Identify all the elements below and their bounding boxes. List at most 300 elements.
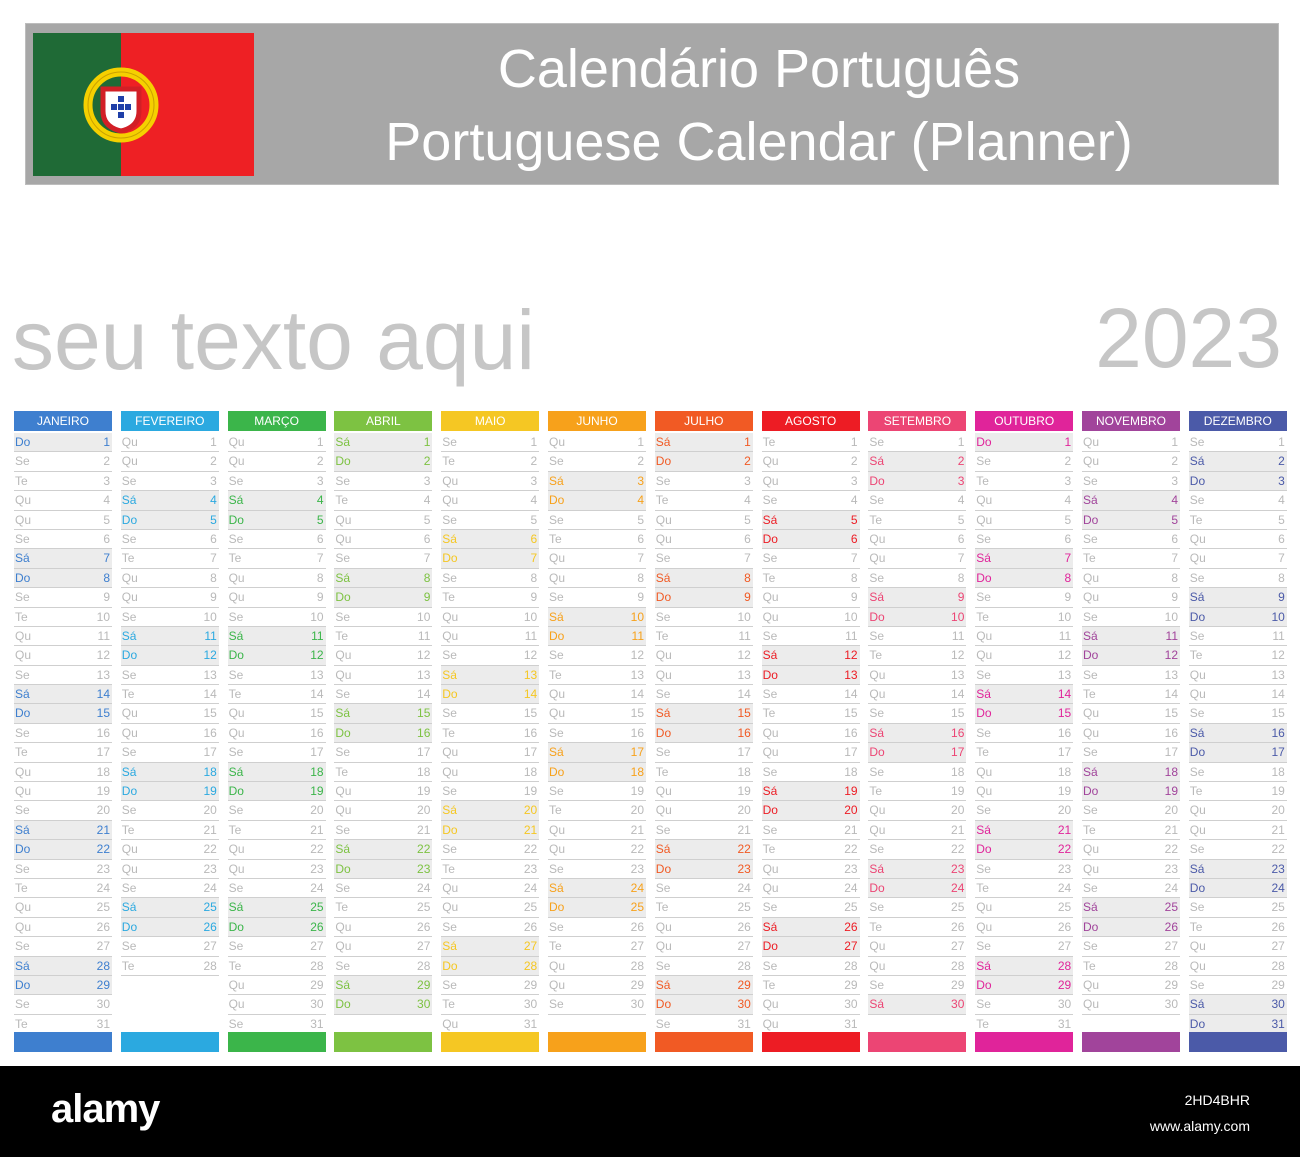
weekday-abbrev: Te bbox=[442, 725, 455, 740]
day-row bbox=[1189, 530, 1287, 549]
day-number: 13 bbox=[310, 667, 324, 682]
day-number: 7 bbox=[1278, 551, 1285, 566]
weekday-abbrev: Te bbox=[121, 958, 135, 973]
month-header: JULHO bbox=[655, 411, 753, 431]
weekday-abbrev: Qu bbox=[869, 531, 886, 546]
weekday-abbrev: Se bbox=[655, 958, 671, 973]
image-id: 2HD4BHR bbox=[1184, 1092, 1250, 1108]
day-number: 10 bbox=[96, 609, 110, 624]
weekday-abbrev: Do bbox=[976, 842, 992, 857]
day-row bbox=[334, 491, 432, 510]
day-number: 2 bbox=[423, 454, 431, 469]
weekday-abbrev: Do bbox=[121, 512, 138, 527]
day-number: 8 bbox=[530, 570, 538, 585]
weekday-abbrev: Te bbox=[762, 706, 776, 721]
day-row bbox=[655, 608, 753, 627]
day-number: 27 bbox=[737, 939, 751, 954]
day-row bbox=[655, 685, 753, 704]
day-row bbox=[868, 452, 966, 471]
weekday-abbrev: Qu bbox=[762, 725, 779, 740]
day-number: 31 bbox=[737, 1016, 751, 1031]
weekday-abbrev: Qu bbox=[442, 609, 459, 624]
weekday-abbrev: Qu bbox=[655, 803, 672, 818]
day-number: 5 bbox=[1278, 512, 1285, 527]
weekday-abbrev: Qu bbox=[869, 958, 886, 973]
day-number: 5 bbox=[530, 512, 538, 527]
day-row bbox=[228, 976, 326, 995]
day-number: 21 bbox=[1057, 822, 1072, 837]
day-number: 19 bbox=[310, 784, 324, 799]
day-number: 27 bbox=[523, 939, 538, 954]
day-number: 10 bbox=[951, 609, 965, 624]
day-row bbox=[655, 860, 753, 879]
weekday-abbrev: Se bbox=[869, 977, 885, 992]
day-number: 19 bbox=[523, 784, 538, 799]
day-row bbox=[14, 918, 112, 937]
day-row bbox=[762, 452, 860, 471]
weekday-abbrev: Do bbox=[442, 822, 458, 837]
day-number: 3 bbox=[103, 473, 110, 488]
day-number: 17 bbox=[523, 745, 538, 760]
day-row bbox=[14, 860, 112, 879]
weekday-abbrev: Se bbox=[869, 706, 885, 721]
day-row bbox=[975, 530, 1073, 549]
day-row bbox=[1189, 957, 1287, 976]
day-row bbox=[1082, 685, 1180, 704]
day-number: 3 bbox=[1278, 473, 1285, 488]
weekday-abbrev: Se bbox=[335, 473, 351, 488]
day-row bbox=[975, 666, 1073, 685]
weekday-abbrev: Se bbox=[121, 531, 137, 546]
day-row bbox=[121, 704, 219, 723]
day-row bbox=[975, 840, 1073, 859]
day-row bbox=[548, 976, 646, 995]
day-number: 16 bbox=[96, 725, 110, 740]
day-row bbox=[334, 704, 432, 723]
day-number: 3 bbox=[957, 473, 965, 488]
weekday-abbrev: Sá bbox=[655, 706, 671, 721]
day-row bbox=[975, 433, 1073, 452]
weekday-abbrev: Se bbox=[121, 609, 137, 624]
weekday-abbrev: Te bbox=[655, 493, 669, 508]
day-row bbox=[228, 452, 326, 471]
day-row bbox=[548, 879, 646, 898]
day-number: 3 bbox=[1064, 473, 1072, 488]
day-row bbox=[975, 646, 1073, 665]
day-row bbox=[762, 957, 860, 976]
day-number: 28 bbox=[203, 958, 217, 973]
day-number: 6 bbox=[103, 531, 110, 546]
weekday-abbrev: Do bbox=[655, 454, 672, 469]
weekday-abbrev: Do bbox=[549, 628, 565, 643]
day-row bbox=[975, 588, 1073, 607]
day-row bbox=[762, 569, 860, 588]
day-row bbox=[441, 549, 539, 568]
day-row bbox=[228, 646, 326, 665]
weekday-abbrev: Te bbox=[976, 473, 989, 488]
day-row bbox=[762, 724, 860, 743]
weekday-abbrev: Se bbox=[549, 512, 564, 527]
weekday-abbrev: Se bbox=[976, 725, 991, 740]
day-number: 3 bbox=[850, 473, 858, 488]
day-number: 15 bbox=[951, 706, 965, 721]
weekday-abbrev: Te bbox=[549, 531, 562, 546]
weekday-abbrev: Sá bbox=[976, 958, 991, 973]
month-header: JANEIRO bbox=[14, 411, 112, 431]
day-row bbox=[975, 569, 1073, 588]
month-column bbox=[1189, 411, 1287, 1034]
weekday-abbrev: Sá bbox=[442, 939, 457, 954]
day-number: 24 bbox=[1164, 880, 1178, 895]
day-number: 30 bbox=[630, 997, 644, 1012]
day-row bbox=[548, 860, 646, 879]
day-number: 19 bbox=[417, 784, 431, 799]
day-row bbox=[334, 879, 432, 898]
day-row bbox=[762, 860, 860, 879]
day-row bbox=[441, 957, 539, 976]
day-row bbox=[868, 976, 966, 995]
weekday-abbrev: Sá bbox=[15, 687, 30, 702]
day-number: 12 bbox=[951, 648, 965, 663]
day-row bbox=[1082, 976, 1180, 995]
day-row bbox=[1082, 588, 1180, 607]
day-number: 6 bbox=[850, 531, 858, 546]
day-number: 26 bbox=[96, 919, 110, 934]
day-number: 9 bbox=[103, 590, 110, 605]
day-number: 27 bbox=[1164, 939, 1178, 954]
weekday-abbrev: Sá bbox=[1083, 764, 1098, 779]
day-number: 7 bbox=[103, 551, 110, 566]
day-row bbox=[228, 569, 326, 588]
weekday-abbrev: Qu bbox=[335, 512, 352, 527]
day-row bbox=[655, 801, 753, 820]
weekday-abbrev: Qu bbox=[15, 512, 32, 527]
weekday-abbrev: Do bbox=[655, 997, 672, 1012]
day-number: 27 bbox=[203, 939, 217, 954]
weekday-abbrev: Te bbox=[976, 880, 989, 895]
weekday-abbrev: Qu bbox=[228, 725, 245, 740]
day-row bbox=[441, 937, 539, 956]
day-row bbox=[762, 898, 860, 917]
day-number: 8 bbox=[850, 570, 858, 585]
day-number: 24 bbox=[523, 880, 538, 895]
day-number: 19 bbox=[1164, 784, 1178, 799]
day-number: 17 bbox=[737, 745, 751, 760]
day-number: 30 bbox=[310, 997, 324, 1012]
weekday-abbrev: Sá bbox=[655, 435, 671, 449]
day-row bbox=[14, 452, 112, 471]
day-row bbox=[548, 588, 646, 607]
weekday-abbrev: Te bbox=[442, 861, 455, 876]
month-footer-bar bbox=[762, 1032, 860, 1052]
day-row bbox=[441, 685, 539, 704]
day-number: 28 bbox=[630, 958, 644, 973]
weekday-abbrev: Sá bbox=[762, 512, 778, 527]
day-number: 15 bbox=[737, 706, 751, 721]
weekday-abbrev: Te bbox=[976, 745, 989, 760]
day-row bbox=[14, 763, 112, 782]
weekday-abbrev: Se bbox=[442, 648, 457, 663]
day-row bbox=[655, 976, 753, 995]
day-row bbox=[655, 530, 753, 549]
day-number: 17 bbox=[951, 745, 965, 760]
day-row bbox=[228, 763, 326, 782]
weekday-abbrev: Se bbox=[762, 822, 778, 837]
day-row bbox=[548, 743, 646, 762]
day-number: 6 bbox=[637, 531, 644, 546]
day-number: 14 bbox=[96, 687, 110, 702]
weekday-abbrev: Se bbox=[121, 939, 137, 954]
weekday-abbrev: Te bbox=[335, 764, 349, 779]
day-row bbox=[1189, 898, 1287, 917]
day-number: 28 bbox=[737, 958, 751, 973]
day-number: 22 bbox=[310, 842, 324, 857]
day-number: 7 bbox=[957, 551, 965, 566]
day-row bbox=[975, 685, 1073, 704]
day-row bbox=[334, 588, 432, 607]
day-number: 18 bbox=[96, 764, 110, 779]
day-row bbox=[1082, 957, 1180, 976]
day-number: 27 bbox=[310, 939, 324, 954]
weekday-abbrev: Sá bbox=[1083, 900, 1098, 915]
day-number: 5 bbox=[850, 512, 858, 527]
day-number: 4 bbox=[637, 493, 644, 508]
day-number: 5 bbox=[316, 512, 324, 527]
day-number: 16 bbox=[417, 725, 431, 740]
weekday-abbrev: Do bbox=[549, 493, 565, 508]
day-row bbox=[441, 879, 539, 898]
day-number: 10 bbox=[417, 609, 431, 624]
day-number: 4 bbox=[1171, 493, 1178, 508]
weekday-abbrev: Te bbox=[228, 958, 242, 973]
weekday-abbrev: Te bbox=[1189, 512, 1203, 527]
day-row bbox=[975, 627, 1073, 646]
month-footer-bar bbox=[334, 1032, 432, 1052]
day-number: 14 bbox=[1164, 687, 1178, 702]
day-row bbox=[548, 957, 646, 976]
weekday-abbrev: Do bbox=[1083, 648, 1099, 663]
day-row bbox=[228, 860, 326, 879]
weekday-abbrev: Se bbox=[1189, 435, 1205, 449]
day-number: 7 bbox=[1171, 551, 1178, 566]
day-row bbox=[1189, 646, 1287, 665]
day-number: 30 bbox=[1057, 997, 1072, 1012]
day-row bbox=[1189, 511, 1287, 530]
weekday-abbrev: Qu bbox=[762, 454, 779, 469]
weekday-abbrev: Qu bbox=[442, 900, 459, 915]
day-row bbox=[1189, 724, 1287, 743]
weekday-abbrev: Se bbox=[762, 493, 778, 508]
day-number: 8 bbox=[103, 570, 110, 585]
day-row bbox=[762, 491, 860, 510]
day-number: 28 bbox=[310, 958, 324, 973]
day-number: 12 bbox=[310, 648, 324, 663]
weekday-abbrev: Qu bbox=[228, 590, 245, 605]
day-row bbox=[762, 627, 860, 646]
day-number: 31 bbox=[523, 1016, 538, 1031]
day-number: 16 bbox=[1164, 725, 1178, 740]
day-row bbox=[441, 627, 539, 646]
weekday-abbrev: Se bbox=[869, 900, 885, 915]
day-number: 6 bbox=[744, 531, 751, 546]
day-number: 21 bbox=[417, 822, 431, 837]
day-row bbox=[1082, 724, 1180, 743]
day-row bbox=[548, 782, 646, 801]
day-number: 20 bbox=[310, 803, 324, 818]
weekday-abbrev: Qu bbox=[121, 454, 138, 469]
day-number: 20 bbox=[1271, 803, 1285, 818]
weekday-abbrev: Do bbox=[762, 803, 778, 818]
month-column bbox=[334, 411, 432, 1015]
weekday-abbrev: Se bbox=[976, 590, 991, 605]
day-row bbox=[868, 530, 966, 549]
weekday-abbrev: Sá bbox=[1189, 590, 1205, 605]
day-row bbox=[14, 491, 112, 510]
day-number: 2 bbox=[637, 454, 644, 469]
month-footer-bar bbox=[441, 1032, 539, 1052]
day-number: 8 bbox=[957, 570, 965, 585]
day-row bbox=[14, 627, 112, 646]
weekday-abbrev: Se bbox=[228, 667, 244, 682]
day-number: 24 bbox=[1057, 880, 1072, 895]
day-row bbox=[1189, 452, 1287, 471]
day-number: 2 bbox=[744, 454, 751, 469]
weekday-abbrev: Do bbox=[1189, 1016, 1206, 1031]
weekday-abbrev: Se bbox=[976, 861, 991, 876]
weekday-abbrev: Sá bbox=[1189, 861, 1205, 876]
weekday-abbrev: Te bbox=[15, 745, 28, 760]
day-row bbox=[1189, 491, 1287, 510]
weekday-abbrev: Te bbox=[121, 687, 135, 702]
weekday-abbrev: Sá bbox=[1189, 725, 1205, 740]
day-row bbox=[441, 433, 539, 452]
brand-logo: alamy bbox=[51, 1087, 160, 1131]
weekday-abbrev: Qu bbox=[442, 493, 459, 508]
day-row bbox=[228, 879, 326, 898]
weekday-abbrev: Se bbox=[442, 435, 457, 449]
day-row bbox=[14, 569, 112, 588]
weekday-abbrev: Qu bbox=[1083, 590, 1100, 605]
day-number: 10 bbox=[203, 609, 217, 624]
month-footer-bar bbox=[1082, 1032, 1180, 1052]
day-number: 2 bbox=[850, 454, 858, 469]
day-row bbox=[868, 821, 966, 840]
weekday-abbrev: Sá bbox=[549, 609, 564, 624]
day-row bbox=[121, 743, 219, 762]
weekday-abbrev: Qu bbox=[1083, 725, 1100, 740]
day-number: 25 bbox=[1057, 900, 1072, 915]
day-row bbox=[228, 433, 326, 452]
day-number: 25 bbox=[203, 900, 217, 915]
weekday-abbrev: Qu bbox=[121, 590, 138, 605]
day-number: 24 bbox=[737, 880, 751, 895]
weekday-abbrev: Qu bbox=[762, 745, 779, 760]
day-number: 9 bbox=[1278, 590, 1285, 605]
weekday-abbrev: Sá bbox=[15, 958, 30, 973]
day-number: 9 bbox=[1064, 590, 1072, 605]
weekday-abbrev: Se bbox=[1189, 977, 1205, 992]
day-row bbox=[762, 782, 860, 801]
day-row bbox=[655, 918, 753, 937]
day-number: 21 bbox=[203, 822, 217, 837]
day-row bbox=[762, 472, 860, 491]
weekday-abbrev: Do bbox=[1189, 473, 1206, 488]
day-number: 26 bbox=[951, 919, 965, 934]
day-row bbox=[868, 704, 966, 723]
weekday-abbrev: Se bbox=[976, 667, 991, 682]
day-row bbox=[121, 898, 219, 917]
weekday-abbrev: Te bbox=[1083, 687, 1096, 702]
day-row bbox=[228, 588, 326, 607]
day-number: 28 bbox=[96, 958, 110, 973]
day-row bbox=[975, 879, 1073, 898]
day-number: 8 bbox=[1171, 570, 1178, 585]
weekday-abbrev: Sá bbox=[335, 706, 351, 721]
weekday-abbrev: Se bbox=[762, 687, 778, 702]
weekday-abbrev: Qu bbox=[335, 667, 352, 682]
day-row bbox=[334, 782, 432, 801]
day-row bbox=[14, 685, 112, 704]
day-row bbox=[868, 646, 966, 665]
weekday-abbrev: Te bbox=[976, 609, 989, 624]
day-number: 17 bbox=[630, 745, 644, 760]
weekday-abbrev: Sá bbox=[442, 803, 457, 818]
day-row bbox=[1189, 879, 1287, 898]
day-number: 22 bbox=[1057, 842, 1072, 857]
day-row bbox=[1082, 879, 1180, 898]
day-number: 20 bbox=[1164, 803, 1178, 818]
weekday-abbrev: Sá bbox=[228, 900, 244, 915]
day-number: 10 bbox=[844, 609, 858, 624]
day-number: 19 bbox=[737, 784, 751, 799]
weekday-abbrev: Se bbox=[1189, 570, 1205, 585]
month-footer-bar bbox=[14, 1032, 112, 1052]
day-number: 10 bbox=[310, 609, 324, 624]
day-number: 27 bbox=[951, 939, 965, 954]
day-number: 8 bbox=[210, 570, 217, 585]
day-row bbox=[228, 898, 326, 917]
weekday-abbrev: Te bbox=[442, 590, 455, 605]
day-number: 9 bbox=[530, 590, 538, 605]
day-number: 11 bbox=[1165, 628, 1178, 643]
day-number: 18 bbox=[310, 764, 324, 779]
weekday-abbrev: Do bbox=[762, 531, 778, 546]
day-number: 17 bbox=[1057, 745, 1072, 760]
weekday-abbrev: Te bbox=[1189, 648, 1203, 663]
day-row bbox=[655, 704, 753, 723]
weekday-abbrev: Do bbox=[335, 861, 351, 876]
weekday-abbrev: Qu bbox=[442, 1016, 459, 1031]
day-number: 21 bbox=[844, 822, 858, 837]
day-number: 5 bbox=[957, 512, 965, 527]
day-row bbox=[762, 433, 860, 452]
day-number: 29 bbox=[96, 977, 110, 992]
weekday-abbrev: Sá bbox=[762, 648, 778, 663]
day-number: 7 bbox=[1064, 551, 1072, 566]
day-row bbox=[975, 918, 1073, 937]
day-row bbox=[334, 840, 432, 859]
day-row bbox=[334, 724, 432, 743]
weekday-abbrev: Se bbox=[442, 570, 457, 585]
day-row bbox=[868, 995, 966, 1014]
day-number: 11 bbox=[631, 628, 644, 643]
day-number: 17 bbox=[1164, 745, 1178, 760]
day-number: 23 bbox=[96, 861, 110, 876]
day-row bbox=[121, 433, 219, 452]
day-number: 1 bbox=[103, 435, 110, 449]
weekday-abbrev: Se bbox=[869, 764, 885, 779]
weekday-abbrev: Qu bbox=[762, 997, 779, 1012]
